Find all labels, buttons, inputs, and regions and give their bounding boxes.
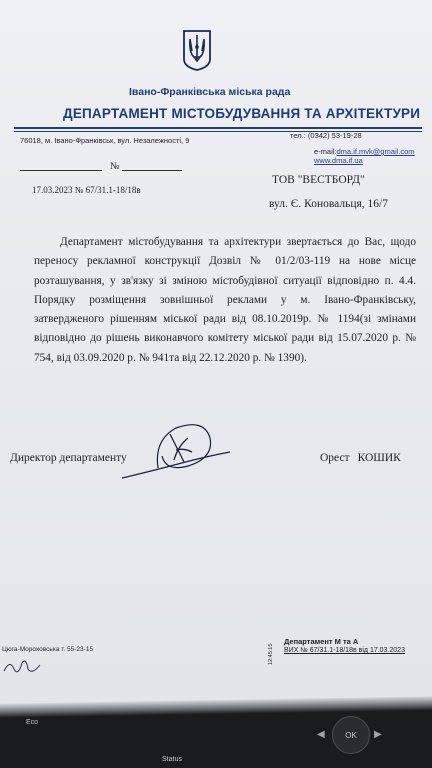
handwritten-signature — [118, 420, 236, 486]
signatory-last-name: КОШИК — [357, 452, 401, 464]
device-status-label: Status — [162, 756, 182, 763]
registration-stamp-ref — [284, 647, 405, 654]
registration-stamp-text: ВИХ № 67/31.1-18/18в від 17.03.2023 — [284, 647, 405, 654]
executor-contact: Цюга-Мороховська т. 55-23-15 — [2, 646, 94, 653]
trident-emblem-icon — [182, 29, 212, 71]
ok-button-label: OK — [345, 730, 357, 740]
email-link[interactable]: dma.if.mvk@gmail.com — [336, 147, 415, 156]
executor-initials-scribble — [2, 655, 42, 677]
arrow-left-icon[interactable]: ◀ — [317, 729, 325, 740]
device-eco-label: Eco — [26, 719, 39, 726]
recipient-name: ТОВ "ВЕСТБОРД" — [272, 174, 365, 186]
header-divider — [14, 127, 422, 129]
arrow-right-icon[interactable]: ▶ — [374, 729, 382, 740]
department-email — [314, 147, 415, 156]
registration-stamp-title: Департамент М та А — [284, 637, 359, 646]
signatory-name — [312, 452, 401, 464]
letter-body-text: Департамент містобудування та архітектури звертається до Вас, щодо переносу рекламної конструкції Дозвіл № 01/2/03-119 на нове місце розташування, у зв'язку зі зміною містобудівної ситуації відповідно п. 4.4. Порядку розміщення зовнішньої реклами у м. Івано-Франківську, затвердженого рішенням міської ради від 08.10.2019р. № 1194(зі змінами відповідно до рішень виконавчого комітету міської ради від 15.07.2020 р. № 754, від 03.09.2020 р. № 941та від 22.12.2020 р. № 1390). — [34, 236, 416, 364]
department-phone: тел.: (0342) 53-19-28 — [290, 131, 362, 140]
blank-date-line — [20, 170, 102, 171]
blank-number-line — [122, 170, 182, 171]
device-ok-button[interactable] — [332, 716, 370, 754]
signatory-first-name: Орест — [320, 452, 350, 464]
signatory-position: Директор департаменту — [10, 452, 127, 464]
recipient-address: вул. Є. Коновальця, 16/7 — [269, 198, 388, 210]
department-website-link[interactable]: www.dma.if.ua — [314, 156, 363, 165]
department-name: ДЕПАРТАМЕНТ МІСТОБУДУВАННЯ ТА АРХІТЕКТУРИ — [63, 106, 421, 121]
department-address: 76018, м. Івано-Франківськ, вул. Незалежності, 9 — [20, 136, 190, 145]
letter-body — [34, 233, 416, 368]
side-timestamp: 12:45:15 — [268, 643, 274, 665]
email-prefix: e-mail: — [314, 147, 337, 156]
outgoing-reference: 17.03.2023 № 67/31.1-18/18в — [32, 185, 141, 195]
number-sign: № — [110, 161, 120, 172]
city-council-name: Івано-Франківська міська рада — [129, 86, 291, 98]
